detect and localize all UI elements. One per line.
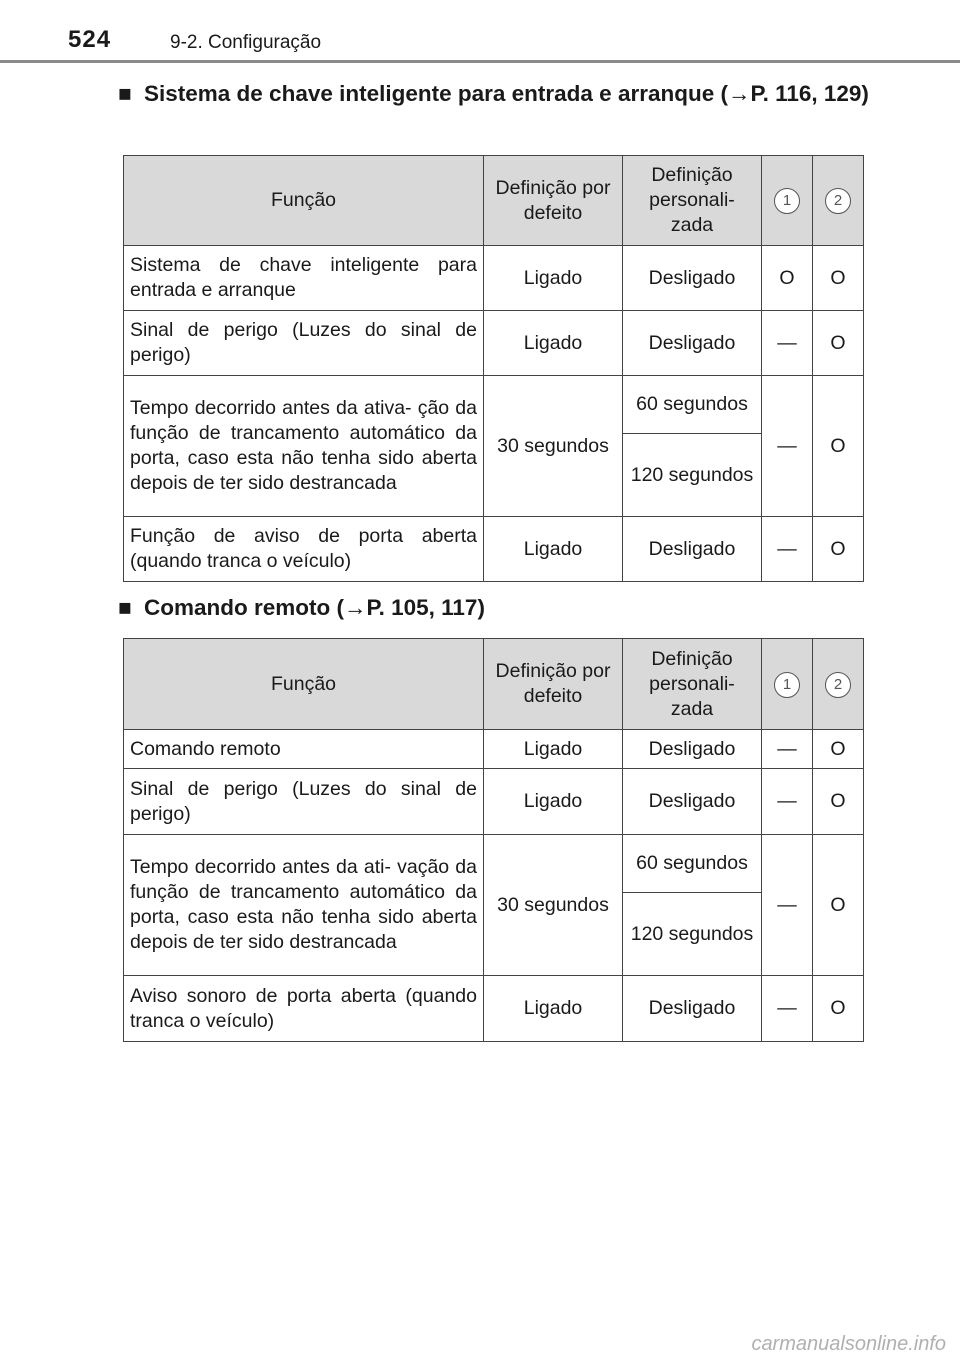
table-row: [124, 976, 864, 1042]
cell-custom: Desligado: [623, 976, 762, 1042]
col-header-2: [813, 639, 864, 730]
section-title: Sistema de chave inteligente para entrada e arranque (→P. 116, 129): [144, 81, 869, 106]
cell-c1: —: [762, 311, 813, 376]
circled-number-2-icon: 2: [825, 672, 851, 698]
table-row: [124, 376, 864, 434]
cell-function: Função de aviso de porta aberta (quando tranca o veículo): [124, 517, 484, 582]
section-title: Comando remoto (→P. 105, 117): [144, 595, 485, 620]
cell-default: 30 segundos: [484, 376, 623, 517]
watermark: carmanualsonline.info: [751, 1333, 946, 1355]
cell-custom: 60 segundos: [623, 376, 762, 434]
cell-function: Aviso sonoro de porta aberta (quando tranca o veículo): [124, 976, 484, 1042]
table-row: [124, 835, 864, 893]
table-header-row: [124, 639, 864, 730]
settings-table-remote: [123, 638, 864, 1042]
cell-custom: Desligado: [623, 730, 762, 769]
cell-custom-alt: 120 segundos: [623, 893, 762, 976]
table-row: [124, 730, 864, 769]
section-heading-smart-key: [118, 76, 878, 111]
table-row: [124, 311, 864, 376]
table-row: [124, 246, 864, 311]
cell-custom: Desligado: [623, 769, 762, 835]
col-header-custom: Definição personali- zada: [623, 156, 762, 246]
square-bullet-icon: ■: [118, 595, 132, 620]
cell-function: Sinal de perigo (Luzes do sinal de perigo): [124, 769, 484, 835]
cell-function: Sinal de perigo (Luzes do sinal de perigo): [124, 311, 484, 376]
cell-c1: —: [762, 376, 813, 517]
cell-c2: O: [813, 246, 864, 311]
cell-default: 30 segundos: [484, 835, 623, 976]
cell-c2: O: [813, 311, 864, 376]
col-header-function: Função: [124, 156, 484, 246]
col-header-1: [762, 639, 813, 730]
cell-c1: —: [762, 517, 813, 582]
page-header: [0, 0, 960, 68]
table-header-row: [124, 156, 864, 246]
table-row: [124, 769, 864, 835]
cell-c1: —: [762, 835, 813, 976]
table-row: [124, 517, 864, 582]
cell-function: Sistema de chave inteligente para entrada e arranque: [124, 246, 484, 311]
cell-default: Ligado: [484, 730, 623, 769]
cell-default: Ligado: [484, 769, 623, 835]
cell-custom: 60 segundos: [623, 835, 762, 893]
cell-function: Tempo decorrido antes da ati- vação da função de trancamento automático da porta, caso esta não tenha sido aberta depois de ter sido destrancada: [124, 835, 484, 976]
cell-c2: O: [813, 976, 864, 1042]
section-heading-remote: [118, 590, 878, 625]
col-header-function: Função: [124, 639, 484, 730]
cell-custom: Desligado: [623, 517, 762, 582]
col-header-custom: Definição personali- zada: [623, 639, 762, 730]
settings-table-smart-key: [123, 155, 864, 582]
cell-c2: O: [813, 769, 864, 835]
cell-c1: —: [762, 976, 813, 1042]
cell-function: Tempo decorrido antes da ativa- ção da função de trancamento automático da porta, caso esta não tenha sido aberta depois de ter sido destrancada: [124, 376, 484, 517]
cell-default: Ligado: [484, 976, 623, 1042]
cell-c2: O: [813, 730, 864, 769]
cell-custom-alt: 120 segundos: [623, 434, 762, 517]
section-label: 9-2. Configuração: [170, 32, 322, 53]
cell-custom: Desligado: [623, 246, 762, 311]
circled-number-2-icon: 2: [825, 188, 851, 214]
cell-c1: —: [762, 769, 813, 835]
cell-default: Ligado: [484, 246, 623, 311]
cell-default: Ligado: [484, 311, 623, 376]
circled-number-1-icon: 1: [774, 188, 800, 214]
page-number: 524: [68, 26, 112, 53]
col-header-default: Definição por defeito: [484, 156, 623, 246]
header-rule: [0, 60, 960, 63]
cell-function: Comando remoto: [124, 730, 484, 769]
cell-custom: Desligado: [623, 311, 762, 376]
cell-c1: —: [762, 730, 813, 769]
col-header-1: [762, 156, 813, 246]
cell-c2: O: [813, 517, 864, 582]
cell-default: Ligado: [484, 517, 623, 582]
circled-number-1-icon: 1: [774, 672, 800, 698]
cell-c1: O: [762, 246, 813, 311]
col-header-2: [813, 156, 864, 246]
square-bullet-icon: ■: [118, 81, 132, 106]
col-header-default: Definição por defeito: [484, 639, 623, 730]
cell-c2: O: [813, 835, 864, 976]
cell-c2: O: [813, 376, 864, 517]
